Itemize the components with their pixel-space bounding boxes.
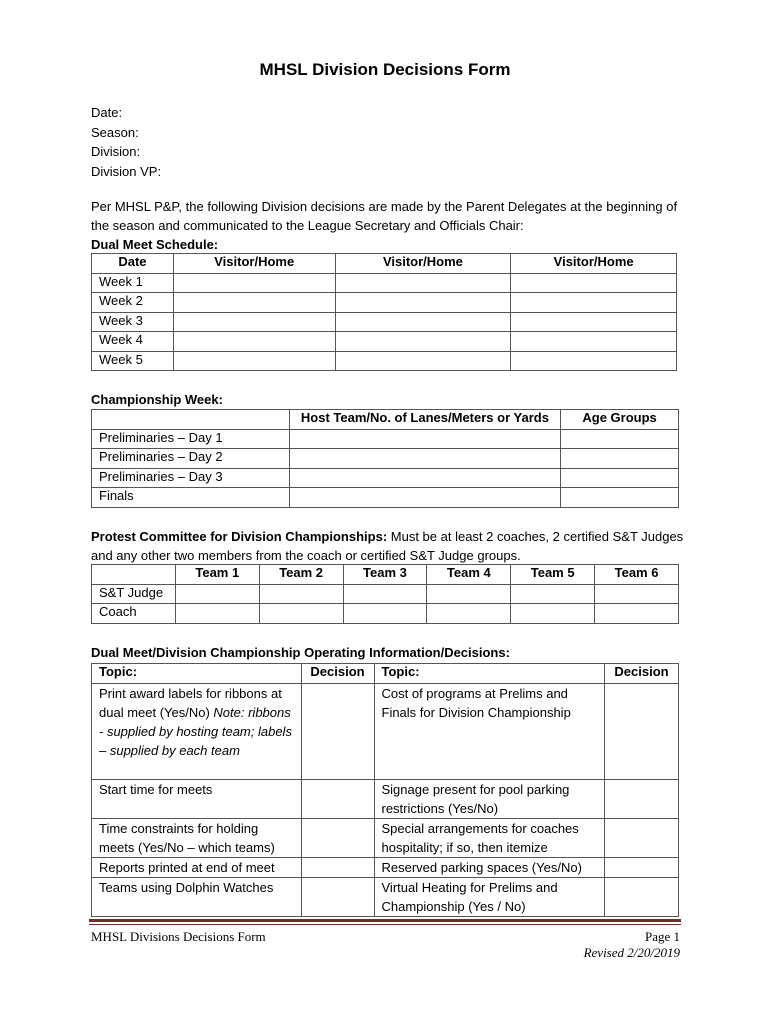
table-cell[interactable] [259, 584, 343, 604]
session-label: Preliminaries – Day 3 [92, 468, 290, 488]
operations-heading: Dual Meet/Division Championship Operating Information/Decisions: [91, 645, 510, 660]
footer-form-name: MHSL Divisions Decisions Form [91, 929, 266, 944]
column-header: Visitor/Home [511, 254, 677, 274]
decision-cell[interactable] [301, 779, 374, 818]
table-cell[interactable] [335, 312, 511, 332]
column-header: Team 6 [595, 565, 679, 585]
operations-table [91, 663, 679, 917]
table-cell[interactable] [561, 468, 679, 488]
division-vp-label: Division VP: [91, 163, 162, 179]
table-row [92, 468, 679, 488]
table-cell[interactable] [511, 332, 677, 352]
column-header: Team 1 [175, 565, 259, 585]
table-cell[interactable] [511, 351, 677, 371]
table-cell[interactable] [173, 332, 335, 352]
protest-heading: Protest Committee for Division Championships: [91, 529, 388, 544]
table-cell[interactable] [175, 604, 259, 624]
session-label: Preliminaries – Day 1 [92, 429, 290, 449]
table-row [92, 293, 677, 313]
table-row [92, 351, 677, 371]
table-cell[interactable] [343, 604, 427, 624]
session-label: Preliminaries – Day 2 [92, 449, 290, 469]
topic-cell: Cost of programs at Prelims and Finals for Division Championship [374, 683, 605, 779]
table-cell[interactable] [343, 584, 427, 604]
column-header: Host Team/No. of Lanes/Meters or Yards [289, 410, 560, 430]
session-label: Finals [92, 488, 290, 508]
column-header: Team 2 [259, 565, 343, 585]
table-cell[interactable] [427, 584, 511, 604]
role-label: Coach [92, 604, 176, 624]
decision-cell[interactable] [605, 779, 679, 818]
topic-cell: Teams using Dolphin Watches [92, 877, 302, 916]
table-row [92, 332, 677, 352]
season-label: Season: [91, 124, 139, 140]
table-cell[interactable] [511, 312, 677, 332]
protest-table [91, 564, 679, 624]
column-header [92, 565, 176, 585]
table-cell[interactable] [511, 604, 595, 624]
week-label: Week 3 [92, 312, 174, 332]
table-cell[interactable] [175, 584, 259, 604]
column-header: Date [92, 254, 174, 274]
date-label: Date: [91, 105, 123, 120]
table-cell[interactable] [335, 273, 511, 293]
table-cell[interactable] [289, 449, 560, 469]
division-label: Division: [91, 144, 141, 159]
table-row [92, 857, 679, 877]
decision-cell[interactable] [301, 818, 374, 857]
topic-cell: Signage present for pool parking restrictions (Yes/No) [374, 779, 605, 818]
topic-cell [92, 683, 302, 779]
week-label: Week 2 [92, 293, 174, 313]
revised-date: Revised 2/20/2019 [583, 945, 680, 960]
table-row [92, 604, 679, 624]
column-header: Decision [605, 664, 679, 684]
decision-cell[interactable] [605, 857, 679, 877]
decision-cell[interactable] [605, 818, 679, 857]
table-header-row [92, 565, 679, 585]
table-cell[interactable] [289, 488, 560, 508]
meta-fields [91, 103, 161, 181]
table-row [92, 818, 679, 857]
page-number: Page 1 [644, 929, 680, 944]
column-header: Team 5 [511, 565, 595, 585]
role-label: S&T Judge [92, 584, 176, 604]
table-cell[interactable] [173, 351, 335, 371]
footer-page-info [584, 929, 680, 961]
table-cell[interactable] [511, 584, 595, 604]
table-cell[interactable] [259, 604, 343, 624]
column-header: Topic: [374, 664, 605, 684]
decision-cell[interactable] [301, 683, 374, 779]
column-header: Age Groups [561, 410, 679, 430]
table-cell[interactable] [427, 604, 511, 624]
table-row [92, 488, 679, 508]
column-header: Topic: [92, 664, 302, 684]
column-header: Decision [301, 664, 374, 684]
table-row [92, 779, 679, 818]
table-header-row [92, 410, 679, 430]
week-label: Week 4 [92, 332, 174, 352]
topic-cell: Start time for meets [92, 779, 302, 818]
column-header: Visitor/Home [335, 254, 511, 274]
table-cell[interactable] [595, 584, 679, 604]
table-row [92, 683, 679, 779]
topic-cell: Special arrangements for coaches hospitality; if so, then itemize [374, 818, 605, 857]
decision-cell[interactable] [605, 877, 679, 916]
table-row [92, 312, 677, 332]
table-header-row [92, 254, 677, 274]
table-cell[interactable] [335, 332, 511, 352]
table-cell[interactable] [335, 293, 511, 313]
topic-note: Note: ribbons - supplied by hosting team; labels – supplied by each team [99, 704, 292, 758]
table-cell[interactable] [289, 429, 560, 449]
week-label: Week 1 [92, 273, 174, 293]
decision-cell[interactable] [301, 857, 374, 877]
table-cell[interactable] [289, 468, 560, 488]
table-cell[interactable] [173, 312, 335, 332]
dual-meet-table [91, 253, 677, 371]
column-header [92, 410, 290, 430]
page-title: MHSL Division Decisions Form [259, 60, 511, 79]
championship-heading: Championship Week: [91, 392, 223, 407]
intro-paragraph [91, 197, 691, 254]
intro-text: Per MHSL P&P, the following Division decisions are made by the Parent Delegates at the beginning of the season and communicated to the League Secretary and Officials Chair: [91, 199, 678, 233]
table-cell[interactable] [173, 293, 335, 313]
week-label: Week 5 [92, 351, 174, 371]
column-header: Team 3 [343, 565, 427, 585]
decision-cell[interactable] [605, 683, 679, 779]
table-cell[interactable] [511, 273, 677, 293]
table-cell[interactable] [561, 429, 679, 449]
table-cell[interactable] [561, 488, 679, 508]
table-row [92, 877, 679, 916]
table-row [92, 449, 679, 469]
protest-text: Must be at least 2 coaches, 2 certified S&T Judges and any other two members from the coach or certified S&T Judge groups. [91, 529, 684, 563]
table-cell[interactable] [561, 449, 679, 469]
topic-text: Print award labels for ribbons at dual meet (Yes/No) [99, 685, 282, 720]
dual-meet-heading: Dual Meet Schedule: [91, 237, 219, 252]
table-cell[interactable] [511, 293, 677, 313]
table-row [92, 429, 679, 449]
topic-cell: Virtual Heating for Prelims and Championship (Yes / No) [374, 877, 605, 916]
footer-rule [89, 919, 681, 922]
column-header: Team 4 [427, 565, 511, 585]
table-cell[interactable] [595, 604, 679, 624]
footer-rule [89, 924, 681, 925]
table-row [92, 273, 677, 293]
topic-cell: Time constraints for holding meets (Yes/No – which teams) [92, 818, 302, 857]
topic-cell: Reserved parking spaces (Yes/No) [374, 857, 605, 877]
column-header: Visitor/Home [173, 254, 335, 274]
table-header-row [92, 664, 679, 684]
decision-cell[interactable] [301, 877, 374, 916]
topic-cell: Reports printed at end of meet [92, 857, 302, 877]
table-row [92, 584, 679, 604]
table-cell[interactable] [335, 351, 511, 371]
table-cell[interactable] [173, 273, 335, 293]
championship-table [91, 409, 679, 508]
protest-paragraph [91, 527, 691, 565]
